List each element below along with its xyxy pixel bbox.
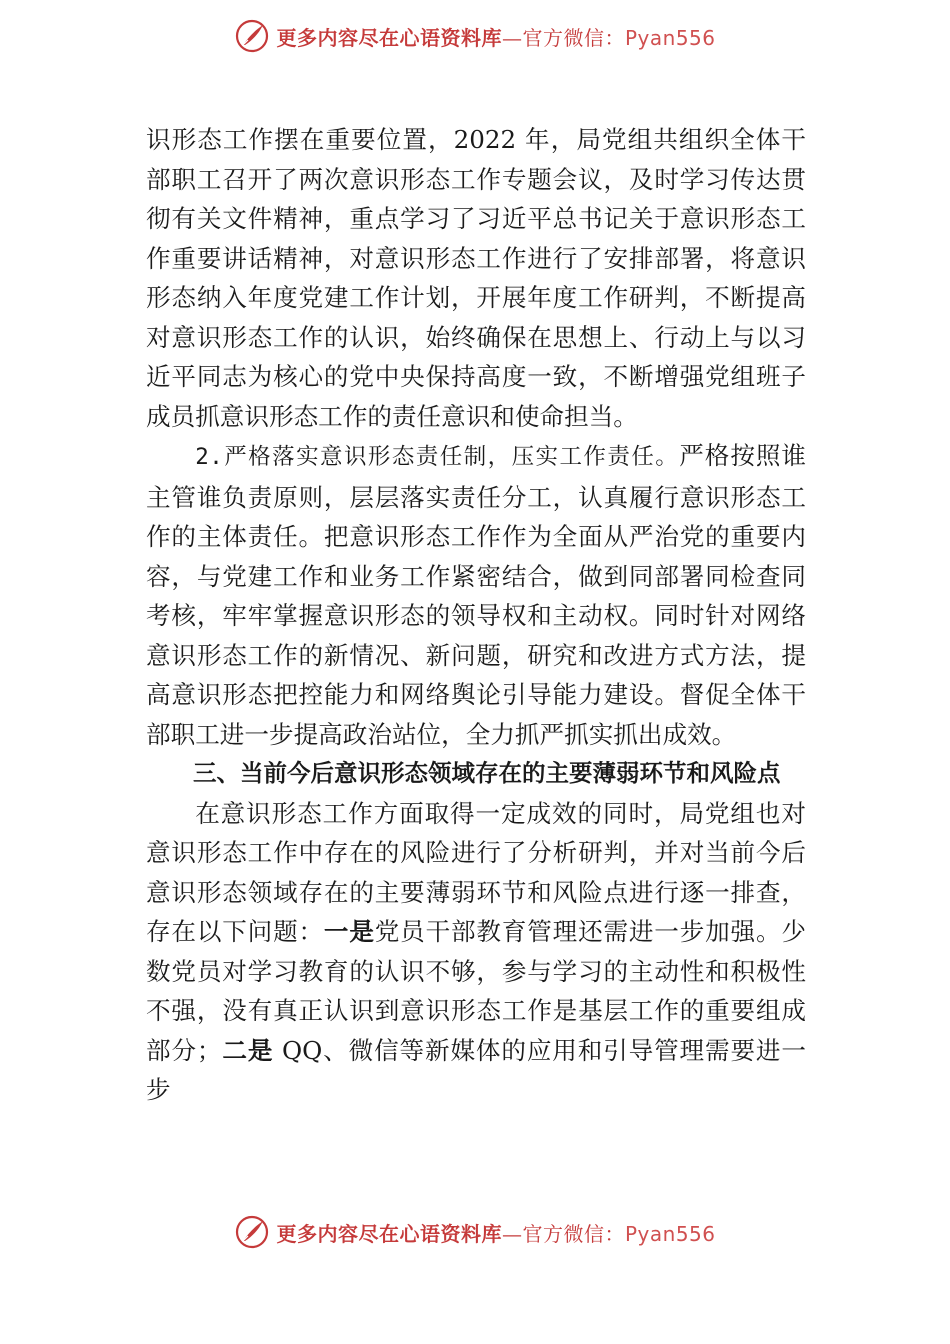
- section-2-lead: 2.严格落实意识形态责任制，压实工作责任。: [195, 444, 680, 470]
- footer-wechat-label: 官方微信：: [522, 1221, 625, 1246]
- header-text: [276, 22, 715, 51]
- header-banner: [0, 14, 950, 58]
- header-dash: —: [501, 25, 523, 50]
- header-wechat-label: 官方微信：: [522, 25, 625, 50]
- quill-pen-icon: [234, 1214, 270, 1250]
- section-3-text-c: QQ、微信等新媒体的应用和引导管理需要进一步: [146, 1035, 806, 1104]
- paragraph-section-3: [146, 794, 806, 1110]
- section-3-bold-2: 二是: [221, 1035, 274, 1065]
- header-wechat-id: Pyan556: [624, 25, 716, 50]
- footer-wechat-id: Pyan556: [624, 1221, 716, 1246]
- header-site-text: 更多内容尽在心语资料库: [276, 25, 502, 50]
- footer-banner: [0, 1210, 950, 1254]
- section-3-bold-1: 一是: [323, 917, 375, 946]
- quill-pen-icon: [234, 18, 270, 54]
- paragraph-continued: 识形态工作摆在重要位置，2022 年，局党组共组织全体干部职工召开了两次意识形态工作专题会议，及时学习传达贯彻有关文件精神，重点学习了习近平总书记关于意识形态工作重要讲话精神，对意识形态工作进行了安排部署，将意识形态纳入年度党建工作计划，开展年度工作研判，不断提高对意识形态工作的认识，始终确保在思想上、行动上与以习近平同志为核心的党中央保持高度一致，不断增强党组班子成员抓意识形态工作的责任意识和使命担当。: [146, 125, 806, 431]
- document-body: [146, 120, 806, 1110]
- section-2-text: 严格按照谁主管谁负责原则，层层落实责任分工，认真履行意识形态工作的主体责任。把意识形态工作作为全面从严治党的重要内容，与党建工作和业务工作紧密结合，做到同部署同检查同考核，牢牢掌握意识形态的领导权和主动权。同时针对网络意识形态工作的新情况、新问题，研究和改进方式方法，提高意识形态把控能力和网络舆论引导能力建设。督促全体干部职工进一步提高政治站位，全力抓严抓实抓出成效。: [146, 441, 806, 749]
- section-3-text-a: 在意识形态工作方面取得一定成效的同时，局党组也对意识形态工作中存在的风险进行了分析研判，并对当前今后意识形态领域存在的主要薄弱环节和风险点进行逐一排查，存在以下问题：: [146, 798, 806, 946]
- section-3-text-b: 党员干部教育管理还需进一步加强。少数党员对学习教育的认识不够，参与学习的主动性和积极性不强，没有真正认识到意识形态工作是基层工作的重要组成部分；: [146, 917, 806, 1065]
- footer-text: [276, 1218, 715, 1247]
- paragraph-section-2: [146, 436, 806, 754]
- footer-site-text: 更多内容尽在心语资料库: [276, 1221, 502, 1246]
- footer-dash: —: [501, 1221, 523, 1246]
- section-heading-3: 三、当前今后意识形态领域存在的主要薄弱环节和风险点: [193, 759, 781, 787]
